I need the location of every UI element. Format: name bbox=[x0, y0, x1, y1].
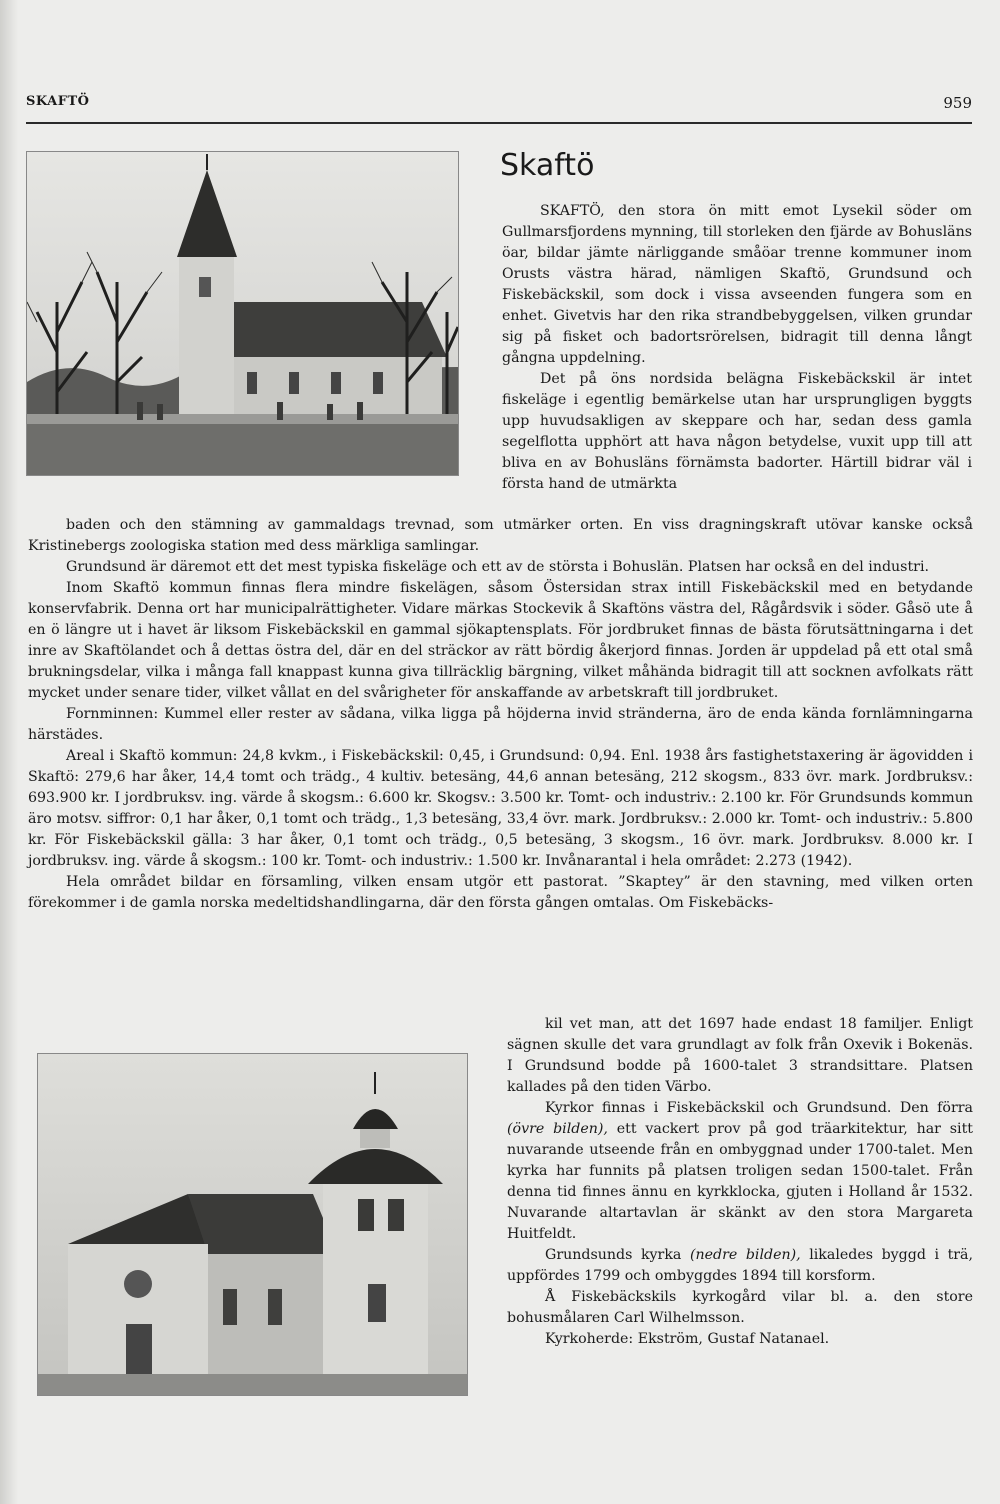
article-title: Skaftö bbox=[500, 148, 595, 183]
page-gutter-shadow bbox=[0, 0, 18, 1504]
page-number: 959 bbox=[943, 94, 972, 112]
grundsunds-lower-image-ref: (nedre bilden), bbox=[689, 1247, 801, 1263]
grundsunds-kyrka-paragraph bbox=[507, 1245, 973, 1287]
kyrkor-text-1: Kyrkor finnas i Fiskebäckskil och Grundsund. Den förra bbox=[545, 1100, 973, 1116]
grundsund-paragraph: Grundsund är däremot ett det mest typiska fiskeläge och ett av de största i Bohuslän. Platsen har också en del industri. bbox=[66, 559, 929, 575]
intro-paragraph-2-continued: baden och den stämning av gammaldags trevnad, som utmärker orten. En viss dragningskraft utövar kanske också Kristinebergs zoologiska station med dess märkliga samlingar. bbox=[28, 517, 973, 554]
fiskebackskil-church-photo bbox=[26, 151, 459, 476]
kyrkor-paragraph bbox=[507, 1098, 973, 1245]
fiskelagen-paragraph: Inom Skaftö kommun finnas flera mindre fiskelägen, såsom Östersidan strax intill Fiskebäckskil med en betydande konservfabrik. Denna ort har municipalrättigheter. Vidare märkas Stockevik å Skaftöns västra del, Rågårdsvik i söder. Gåsö ute å en ö längre ut i havet är liksom Fiskebäckskil en gammal sjökaptensplats. För jordbruket finnas de bästa förutsättningarna i det inre av Skaftölandet och å dettas östra del, där en del sträckor av rätt bördig åkerjord finnas. Jorden är uppdelad på ett otal små brukningsdelar, vilka i många fall knappast kunna giva tillräcklig bärgning, vilket måhända bidragit till att socknen avfolkats rätt mycket under senare tider, vilket vållat en del svårigheter för anskaffande av arbetskraft till jordbruket. bbox=[28, 580, 973, 701]
kyrkor-upper-image-ref: (övre bilden), bbox=[507, 1121, 608, 1137]
grundsund-church-photo bbox=[37, 1053, 468, 1396]
page-header bbox=[26, 92, 972, 118]
intro-column bbox=[502, 201, 972, 495]
areal-paragraph: Areal i Skaftö kommun: 24,8 kvkm., i Fiskebäckskil: 0,45, i Grundsund: 0,94. Enl. 1938 års fastighetstaxering är ägovidden i Skaftö: 279,6 har åker, 14,4 tomt och trädg., 4 kultiv. betesäng, 44,6 annan betesäng, 212 skogsm., 833 övr. mark. Jordbruksv.: 693.900 kr. I jordbruksv. ing. värde å skogsm.: 6.600 kr. Skogsv.: 3.500 kr. Tomt- och industriv.: 2.100 kr. För Grundsunds kommun äro motsv. siffror: 0,1 har åker, 0,1 tomt och trädg., 1,3 betesäng, 33,4 övr. mark. Jordbruksv.: 2.000 kr. Tomt- och industriv.: 5.800 kr. För Fiskebäckskil gälla: 3 har åker, 0,1 tomt och trädg., 0,5 betesäng, 3 skogsm., 16 övr. mark. Jordbruksv. 8.000 kr. I jordbruksv. ing. värde å skogsm.: 100 kr. Tomt- och industriv.: 1.500 kr. Invånarantal i hela området: 2.273 (1942). bbox=[28, 748, 973, 869]
kyrkogard-paragraph: Å Fiskebäckskils kyrkogård vilar bl. a. den store bohusmålaren Carl Wilhelmsson. bbox=[507, 1289, 973, 1326]
grundsunds-text-2: likaledes byggd i trä, uppfördes 1799 och ombyggdes 1894 till korsform. bbox=[507, 1247, 974, 1284]
kyrkoherde-paragraph: Kyrkoherde: Ekström, Gustaf Natanael. bbox=[545, 1331, 830, 1347]
forsamling-paragraph-continued: kil vet man, att det 1697 hade endast 18 familjer. Enligt sägnen skulle det vara grundlagt av folk från Oxevik i Bokenäs. I Grundsund bodde på 1600-talet 3 strandsittare. Platsen kallades på den tiden Värbo. bbox=[507, 1016, 973, 1095]
forsamling-paragraph: Hela området bildar en församling, vilken ensam utgör ett pastorat. ”Skaptey” är den stavning, med vilken orten förekommer i de gamla norska medeltidshandlingarna, där den första gången omtalas. Om Fiskebäcks- bbox=[28, 874, 973, 911]
grundsunds-text-1: Grundsunds kyrka bbox=[545, 1247, 682, 1263]
header-rule bbox=[26, 122, 972, 124]
fornminnen-paragraph: Fornminnen: Kummel eller rester av sådana, vilka ligga på höjderna invid stränderna, äro de enda kända fornlämningarna härstädes. bbox=[28, 706, 973, 743]
running-head: SKAFTÖ bbox=[26, 94, 90, 109]
intro-paragraph-1: SKAFTÖ, den stora ön mitt emot Lysekil söder om Gullmarsfjordens mynning, till storleken den fjärde av Bohusläns öar, bildar jämte närliggande småöar trenne kommuner inom Orusts västra härad, nämligen Skaftö, Grundsund och Fiskebäckskil, som dock i vissa avseenden fungera som en enhet. Givetvis har den rika strandbebyggelsen, vilken grundar sig på fisket och badortsrörelsen, bidragit till denna långt gångna uppdelning. bbox=[502, 203, 972, 366]
kyrkor-text-2: ett vackert prov på god träarkitektur, har sitt nuvarande utseende från en ombyggnad under 1700-talet. Men kyrka har funnits på platsen troligen sedan 1500-talet. Från denna tid finnes ännu en kyrkklocka, gjuten i Holland år 1532. Nuvarande altartavlan är skänkt av den stora Margareta Huitfeldt. bbox=[507, 1121, 973, 1242]
intro-paragraph-2: Det på öns nordsida belägna Fiskebäckskil är intet fiskeläge i egentlig bemärkelse utan har ursprungligen byggts upp huvudsakligen av skeppare och har, sedan dess gamla segelflotta upphört att hava någon betydelse, vuxit upp till att bliva en av Bohusläns förnämsta badorter. Härtill bidrar väl i första hand de utmärkta bbox=[502, 371, 972, 492]
main-text bbox=[28, 515, 973, 914]
church-column bbox=[507, 1014, 973, 1350]
